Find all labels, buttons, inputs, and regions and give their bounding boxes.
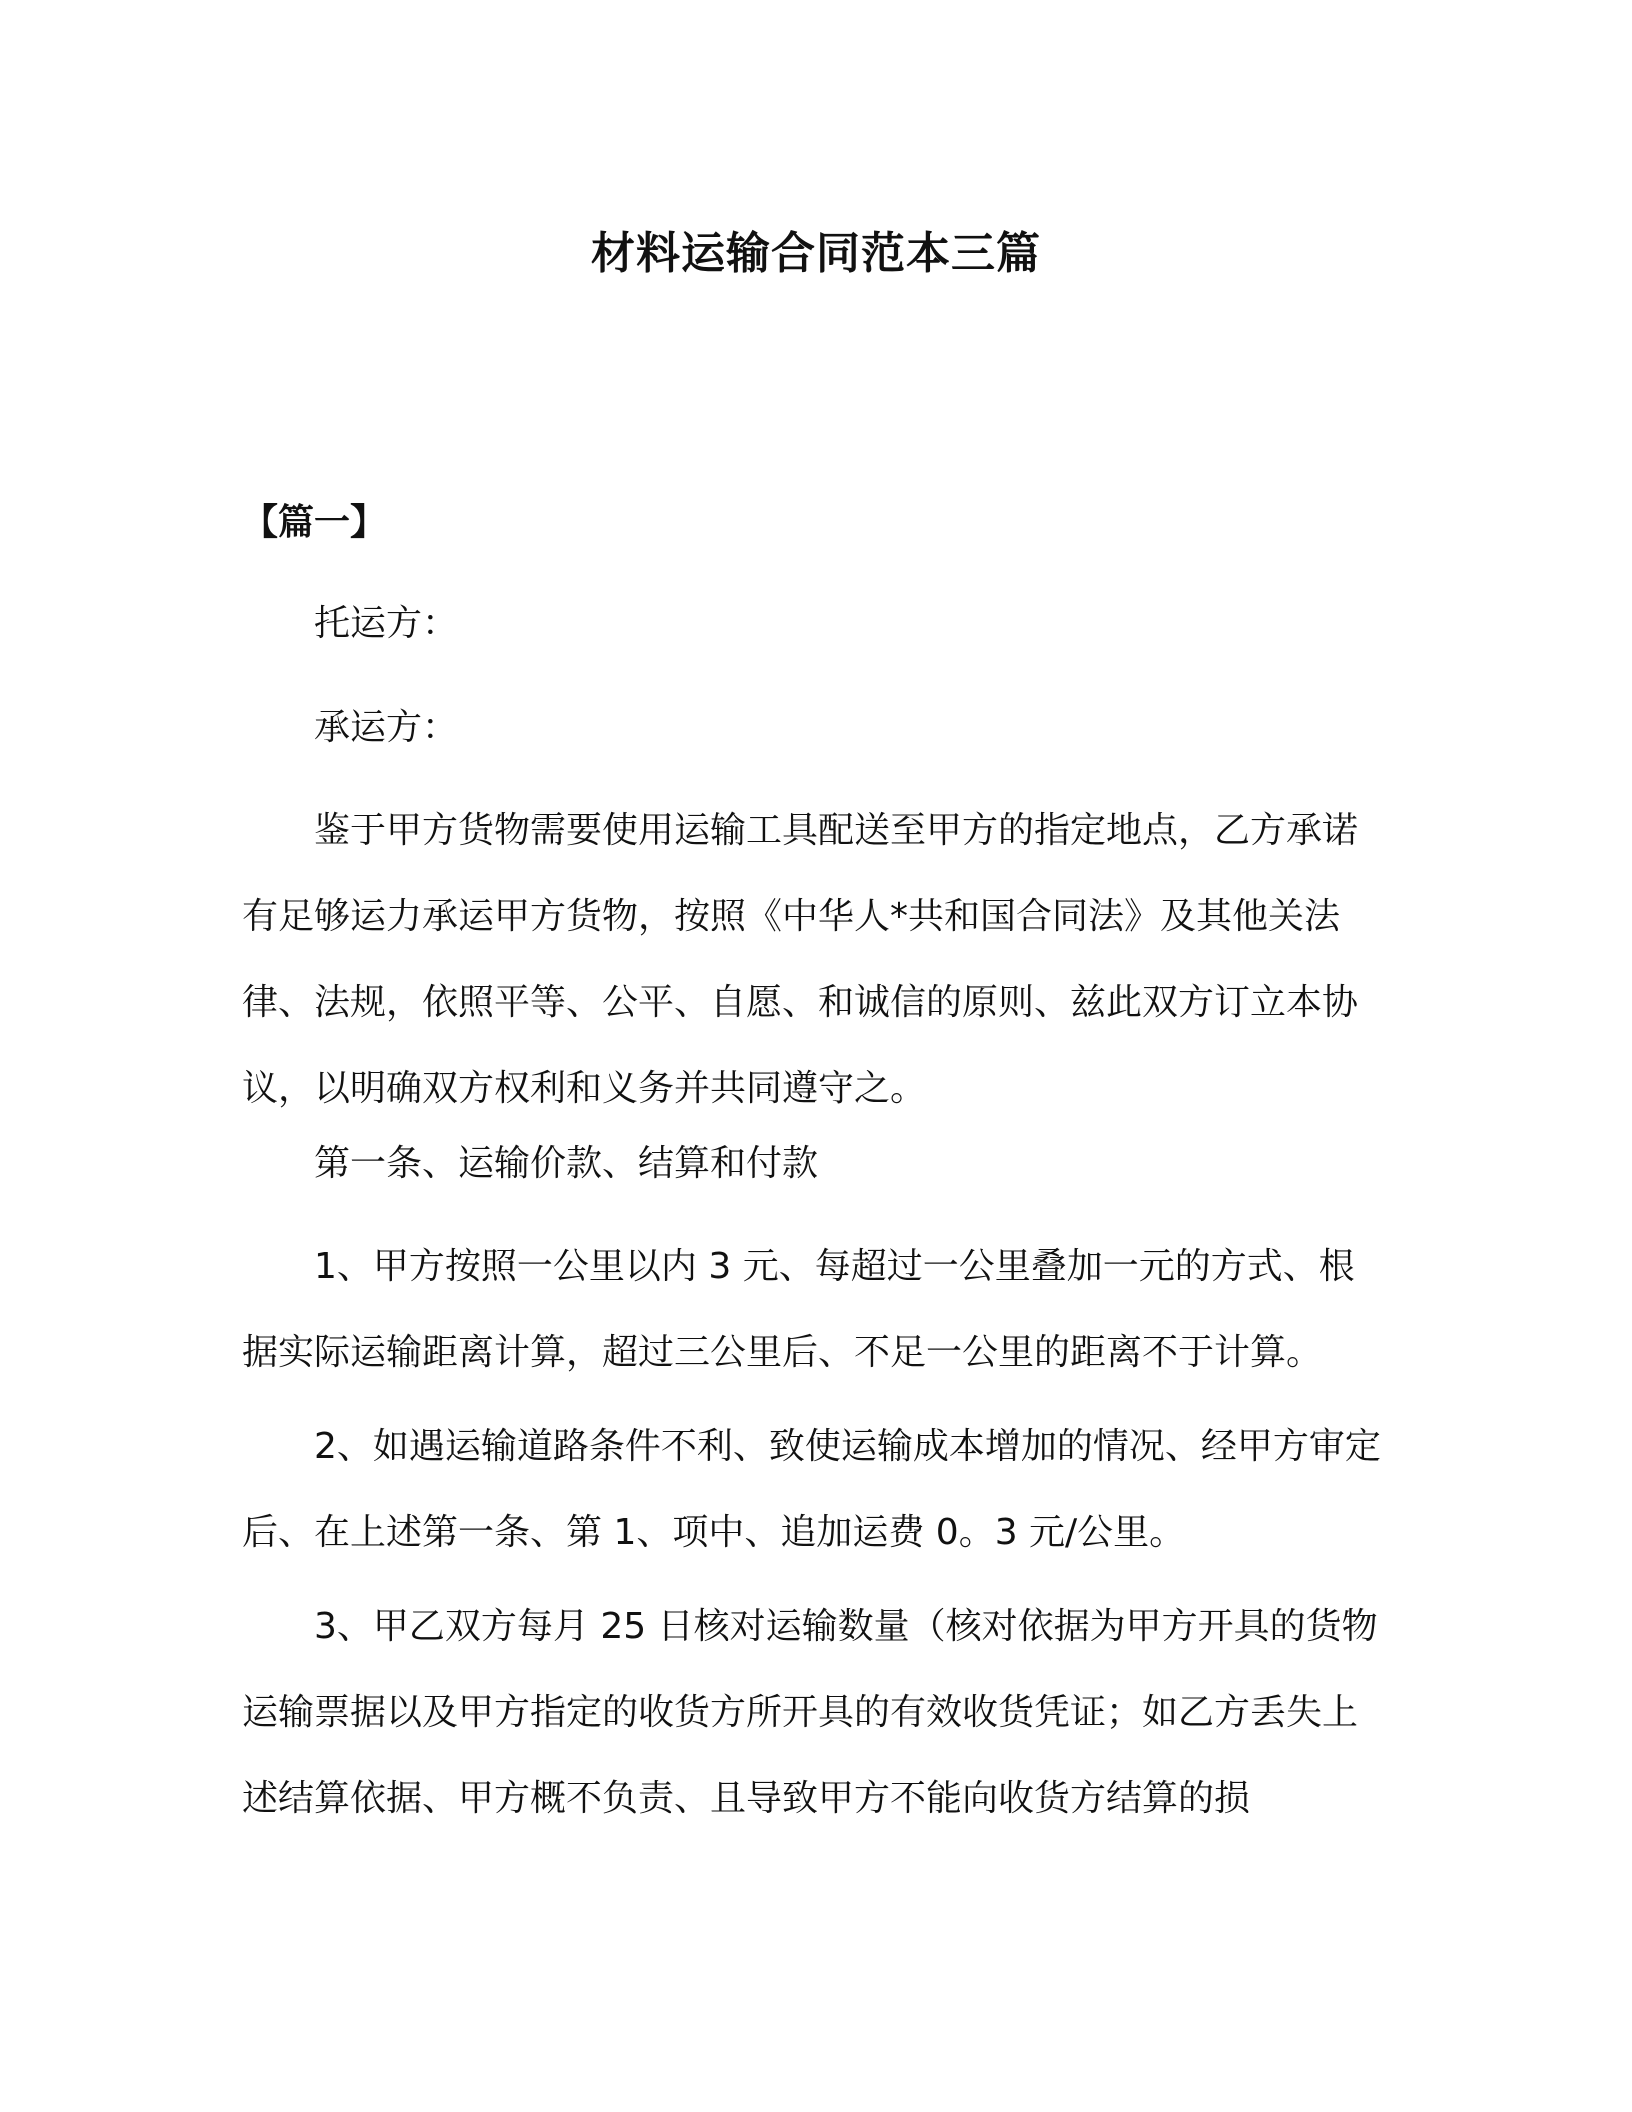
document-title: 材料运输合同范本三篇	[591, 228, 1041, 279]
preamble-paragraph: 鉴于甲方货物需要使用运输工具配送至甲方的指定地点，乙方承诺有足够运力承运甲方货物，按照《中华人*共和国合同法》及其他关法律、法规，依照平等、公平、自愿、和诚信的原则、兹此双方订立本协议，以明确双方权利和义务并共同遵守之。	[242, 810, 1359, 1109]
consignor-label: 托运方：	[314, 603, 459, 644]
clause-3-paragraph: 3、甲乙双方每月 25 日核对运输数量（核对依据为甲方开具的货物运输票据以及甲方指定的收货方所开具的有效收货凭证；如乙方丢失上述结算依据、甲方概不负责、且导致甲方不能向收货方结算的损	[242, 1606, 1378, 1819]
article-1-heading: 第一条、运输价款、结算和付款	[314, 1143, 819, 1184]
clause-2-paragraph: 2、如遇运输道路条件不利、致使运输成本增加的情况、经甲方审定后、在上述第一条、第 1、项中、追加运费 0。3 元/公里。	[242, 1426, 1381, 1553]
carrier-label: 承运方：	[314, 707, 459, 748]
section-heading: 【篇一】	[242, 502, 387, 543]
clause-1-paragraph: 1、甲方按照一公里以内 3 元、每超过一公里叠加一元的方式、根据实际运输距离计算，超过三公里后、不足一公里的距离不于计算。	[242, 1246, 1355, 1373]
